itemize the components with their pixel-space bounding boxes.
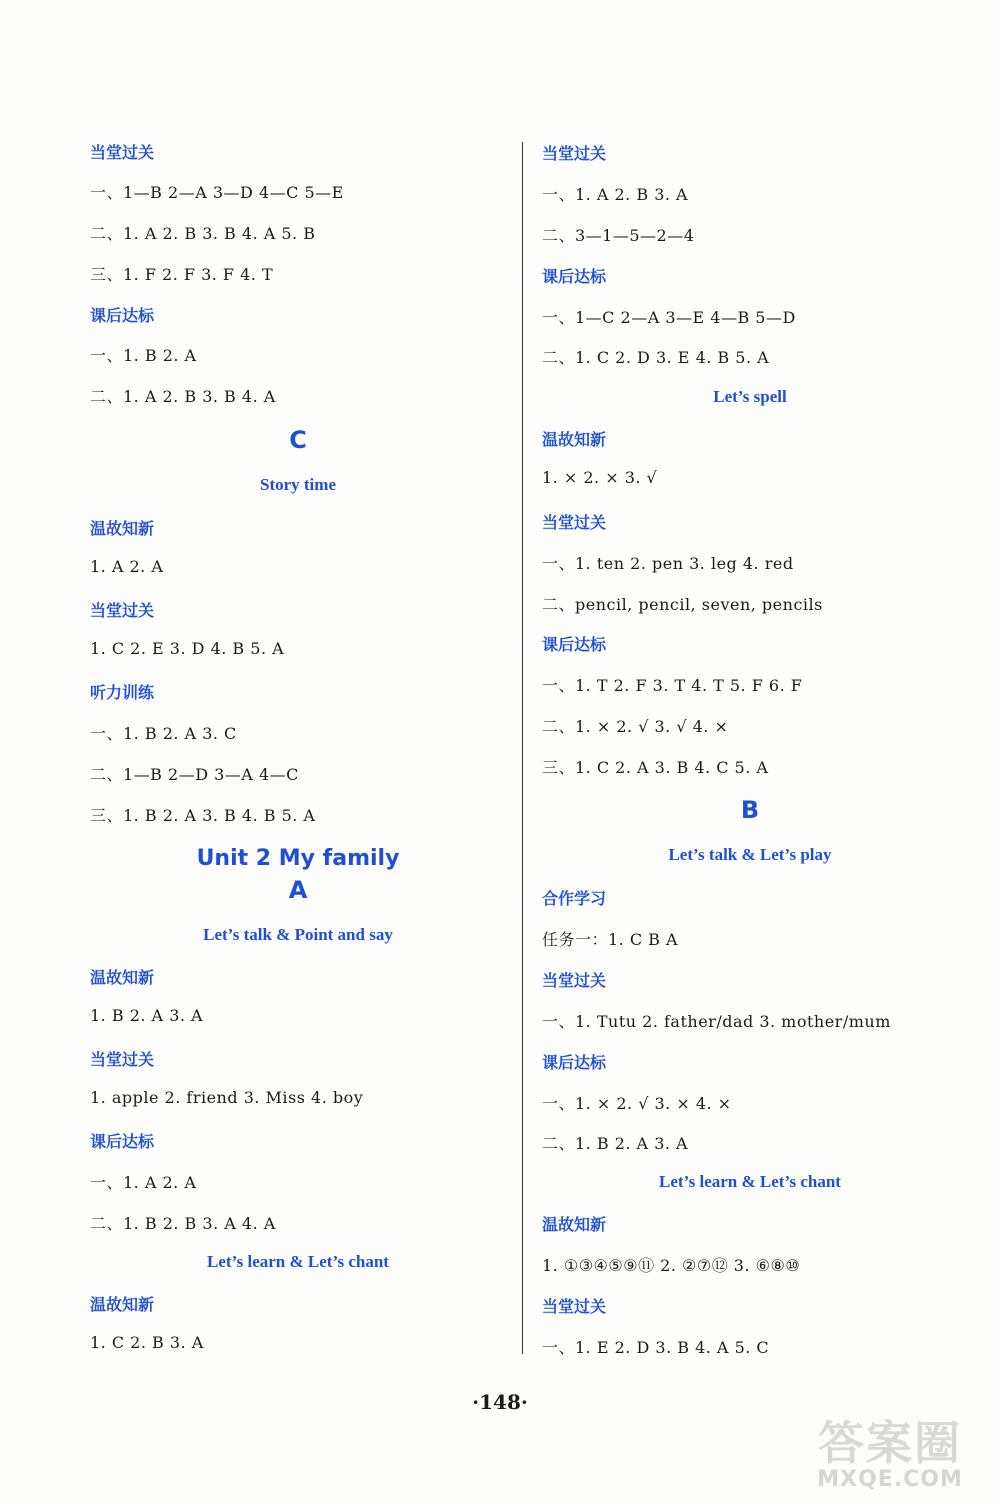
left-section-heading: 温故知新 [90, 968, 155, 987]
right-answer-line: 一、1. × 2. √ 3. × 4. × [542, 1094, 732, 1113]
column-divider [522, 142, 523, 1354]
left-answer-line: 一、1. B 2. A [90, 346, 197, 365]
right-lesson-title: Let’s spell [713, 387, 787, 406]
right-answer-line: 一、1. A 2. B 3. A [542, 185, 689, 204]
left-section-heading: 听力训练 [90, 683, 155, 702]
left-answer-line: 三、1. B 2. A 3. B 4. B 5. A [90, 806, 316, 825]
right-section-heading: 课后达标 [542, 267, 607, 286]
left-answer-line: 1. C 2. B 3. A [90, 1333, 204, 1352]
left-answer-line: 1. B 2. A 3. A [90, 1006, 204, 1025]
left-section-heading: 课后达标 [90, 1132, 155, 1151]
right-section-heading: 合作学习 [542, 889, 607, 908]
right-section-heading: 温故知新 [542, 430, 607, 449]
right-section-heading: 课后达标 [542, 635, 607, 654]
right-answer-line: 1. ①③④⑤⑨⑪ 2. ②⑦⑫ 3. ⑥⑧⑩ [542, 1256, 801, 1275]
left-part-letter: A [288, 876, 308, 904]
left-unit-title: Unit 2 My family [196, 846, 400, 871]
right-section-heading: 当堂过关 [542, 971, 607, 990]
left-answer-line: 二、1. A 2. B 3. B 4. A 5. B [90, 224, 316, 243]
page-number: ·148· [472, 1390, 528, 1414]
watermark-logo [790, 1407, 990, 1497]
left-answer-line: 1. A 2. A [90, 557, 164, 576]
left-part-letter: C [289, 426, 307, 454]
left-section-heading: 当堂过关 [90, 1050, 155, 1069]
right-answer-line: 任务一：1. C B A [542, 930, 679, 949]
right-answer-line: 二、1. B 2. A 3. A [542, 1134, 689, 1153]
right-section-heading: 当堂过关 [542, 513, 607, 532]
left-answer-line: 1. C 2. E 3. D 4. B 5. A [90, 639, 285, 658]
right-section-heading: 课后达标 [542, 1053, 607, 1072]
right-lesson-title: Let’s learn & Let’s chant [659, 1172, 841, 1191]
right-answer-line: 二、3—1—5—2—4 [542, 226, 695, 245]
right-answer-line: 二、1. C 2. D 3. E 4. B 5. A [542, 348, 770, 367]
left-answer-line: 1. apple 2. friend 3. Miss 4. boy [90, 1088, 364, 1107]
right-answer-line: 三、1. C 2. A 3. B 4. C 5. A [542, 758, 769, 777]
right-answer-line: 一、1. Tutu 2. father/dad 3. mother/mum [542, 1012, 891, 1031]
right-section-heading: 当堂过关 [542, 144, 607, 163]
right-answer-line: 1. × 2. × 3. √ [542, 468, 658, 487]
left-answer-line: 二、1. A 2. B 3. B 4. A [90, 387, 276, 406]
right-answer-line: 一、1—C 2—A 3—E 4—B 5—D [542, 308, 796, 327]
right-section-heading: 温故知新 [542, 1215, 607, 1234]
left-answer-line: 三、1. F 2. F 3. F 4. T [90, 265, 274, 284]
left-section-heading: 当堂过关 [90, 601, 155, 620]
right-answer-line: 二、pencil, pencil, seven, pencils [542, 595, 823, 614]
left-answer-line: 二、1. B 2. B 3. A 4. A [90, 1214, 276, 1233]
right-answer-line: 一、1. E 2. D 3. B 4. A 5. C [542, 1338, 770, 1357]
left-answer-line: 一、1. A 2. A [90, 1173, 197, 1192]
watermark-cn: 答案圈 [818, 1416, 962, 1470]
left-lesson-title: Let’s learn & Let’s chant [207, 1252, 389, 1271]
right-answer-line: 一、1. ten 2. pen 3. leg 4. red [542, 554, 794, 573]
left-answer-line: 二、1—B 2—D 3—A 4—C [90, 765, 299, 784]
right-answer-line: 二、1. × 2. √ 3. √ 4. × [542, 717, 729, 736]
watermark-en: MXQE.COM [817, 1467, 963, 1492]
right-section-heading: 当堂过关 [542, 1297, 607, 1316]
right-lesson-title: Let’s talk & Let’s play [668, 845, 832, 864]
right-answer-line: 一、1. T 2. F 3. T 4. T 5. F 6. F [542, 676, 803, 695]
left-answer-line: 一、1. B 2. A 3. C [90, 724, 237, 743]
left-answer-line: 一、1—B 2—A 3—D 4—C 5—E [90, 183, 344, 202]
left-section-heading: 温故知新 [90, 519, 155, 538]
left-lesson-title: Story time [259, 475, 336, 494]
left-section-heading: 课后达标 [90, 306, 155, 325]
left-section-heading: 当堂过关 [90, 143, 155, 162]
left-section-heading: 温故知新 [90, 1295, 155, 1314]
left-lesson-title: Let’s talk & Point and say [203, 925, 393, 944]
right-part-letter: B [740, 796, 760, 824]
